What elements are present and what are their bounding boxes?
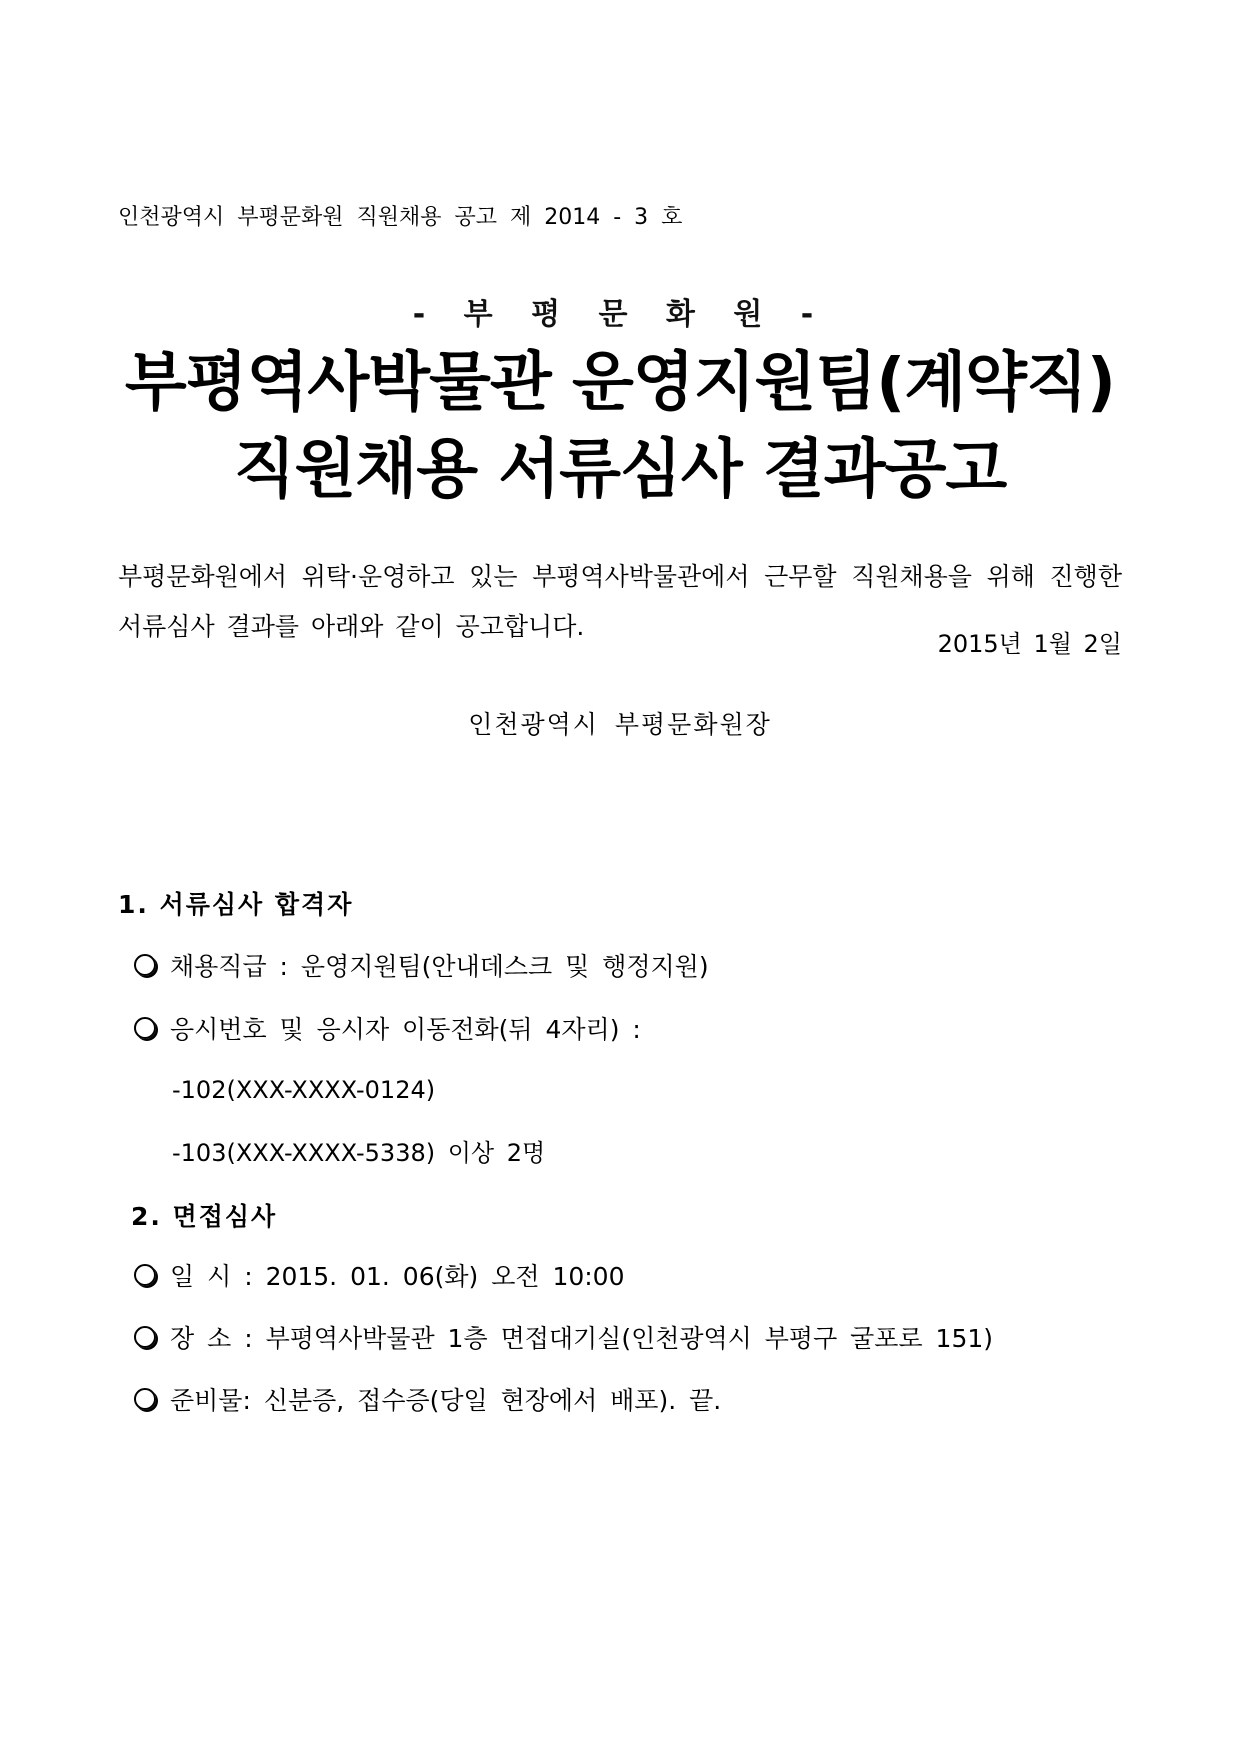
- circle-bullet-icon: [134, 1388, 156, 1410]
- interview-time-text: 일 시 : 2015. 01. 06(화) 오전 10:00: [170, 1262, 625, 1291]
- interview-place-item: [134, 1326, 993, 1351]
- interview-time-item: [134, 1264, 625, 1289]
- notice-number: 인천광역시 부평문화원 직원채용 공고 제 2014 - 3 호: [118, 205, 683, 230]
- circle-bullet-icon: [134, 1017, 156, 1039]
- document-title-line-2: 직원채용 서류심사 결과공고: [233, 433, 1007, 507]
- position-text: 채용직급 : 운영지원팀(안내데스크 및 행정지원): [170, 952, 709, 981]
- interview-items-text: 준비물: 신분증, 접수증(당일 현장에서 배포). 끝.: [170, 1386, 722, 1415]
- applicants-item: [134, 1017, 641, 1042]
- position-item: [134, 954, 709, 979]
- applicant-entry: -103(XXX-XXXX-5338) 이상 2명: [172, 1139, 546, 1167]
- applicant-entry: -102(XXX-XXXX-0124): [172, 1076, 436, 1104]
- intro-paragraph: 부평문화원에서 위탁·운영하고 있는 부평역사박물관에서 근무할 직원채용을 위해 진행한 서류심사 결과를 아래와 같이 공고합니다.: [118, 562, 1122, 641]
- applicants-label: 응시번호 및 응시자 이동전화(뒤 4자리) :: [170, 1015, 641, 1044]
- interview-place-text: 장 소 : 부평역사박물관 1층 면접대기실(인천광역시 부평구 굴포로 151): [170, 1324, 994, 1353]
- circle-bullet-icon: [134, 954, 156, 976]
- notice-date: 2015년 1월 2일: [937, 630, 1122, 658]
- interview-items-item: [134, 1388, 721, 1413]
- organization-subtitle: - 부 평 문 화 원 -: [412, 297, 828, 332]
- section-1-heading: 1. 서류심사 합격자: [118, 890, 354, 919]
- circle-bullet-icon: [134, 1264, 156, 1286]
- document-title-line-1: 부평역사박물관 운영지원팀(계약직): [124, 346, 1116, 420]
- section-2-heading: 2. 면접심사: [131, 1202, 278, 1231]
- signer-name: 인천광역시 부평문화원장: [468, 710, 772, 739]
- circle-bullet-icon: [134, 1326, 156, 1348]
